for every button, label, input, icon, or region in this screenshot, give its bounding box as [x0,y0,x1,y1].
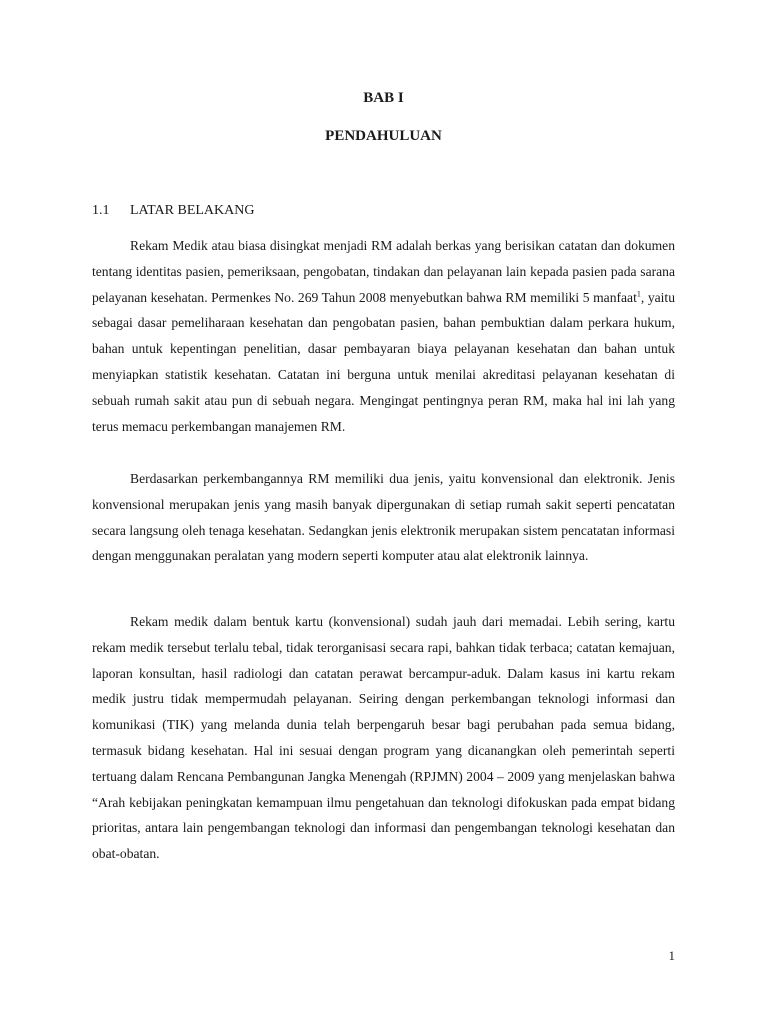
section-heading [92,201,254,221]
section-number: 1.1 [92,203,110,218]
paragraph-1-part-1: Rekam Medik atau biasa disingkat menjadi RM adalah berkas yang berisikan catatan dan dokumen tentang identitas pasien, pemeriksaan, pengobatan, tindakan dan pelayanan lain kepada pasien pada sarana pelayanan kesehatan. Permenkes No. 269 Tahun 2008 menyebutkan bahwa RM memiliki 5 manfaat [92,238,675,305]
chapter-title: BAB I [363,90,404,106]
footnote-reference[interactable]: 1 [636,289,641,299]
paragraph-1-part-2: , yaitu sebagai dasar pemeliharaan kesehatan dan pengobatan pasien, bahan pembuktian dalam perkara hukum, bahan untuk kepentingan penelitian, dasar pembayaran biaya pelayanan kesehatan dan bahan untuk menyiapkan statistik kesehatan. Catatan ini berguna untuk menilai akreditasi pelayanan kesehatan di sebuah rumah sakit atau pun di sebuah negara. Mengingat pentingnya peran RM, maka hal ini lah yang terus memacu perkembangan manajemen RM. [92,289,675,434]
document-page [92,0,675,1024]
paragraph-1 [92,233,675,439]
chapter-subtitle: PENDAHULUAN [325,128,442,144]
paragraph-2: Berdasarkan perkembangannya RM memiliki dua jenis, yaitu konvensional dan elektronik. Jenis konvensional merupakan jenis yang masih banyak dipergunakan di setiap rumah sakit seperti pencatatan secara langsung oleh tenaga kesehatan. Sedangkan jenis elektronik merupakan sistem pencatatan informasi dengan menggunakan peralatan yang modern seperti komputer atau alat elektronik lainnya. [92,471,675,564]
paragraph-3: Rekam medik dalam bentuk kartu (konvensional) sudah jauh dari memadai. Lebih sering, kartu rekam medik tersebut terlalu tebal, tidak terorganisasi secara rapi, bahkan tidak terbaca; catatan kemajuan, laporan konsultan, hasil radiologi dan catatan perawat bercampur-aduk. Dalam kasus ini kartu rekam medik justru tidak mempermudah pelayanan. Seiring dengan perkembangan teknologi informasi dan komunikasi (TIK) yang melanda dunia telah berpengaruh besar bagi perubahan pada semua bidang, termasuk bidang kesehatan. Hal ini sesuai dengan program yang dicanangkan oleh pemerintah seperti tertuang dalam Rencana Pembangunan Jangka Menengah (RPJMN) 2004 – 2009 yang menjelaskan bahwa “Arah kebijakan peningkatan kemampuan ilmu pengetahuan dan teknologi difokuskan pada empat bidang prioritas, antara lain pengembangan teknologi dan informasi dan pengembangan teknologi kesehatan dan obat-obatan. [92,614,675,862]
page-number: 1 [668,948,675,963]
section-title: LATAR BELAKANG [130,203,255,218]
